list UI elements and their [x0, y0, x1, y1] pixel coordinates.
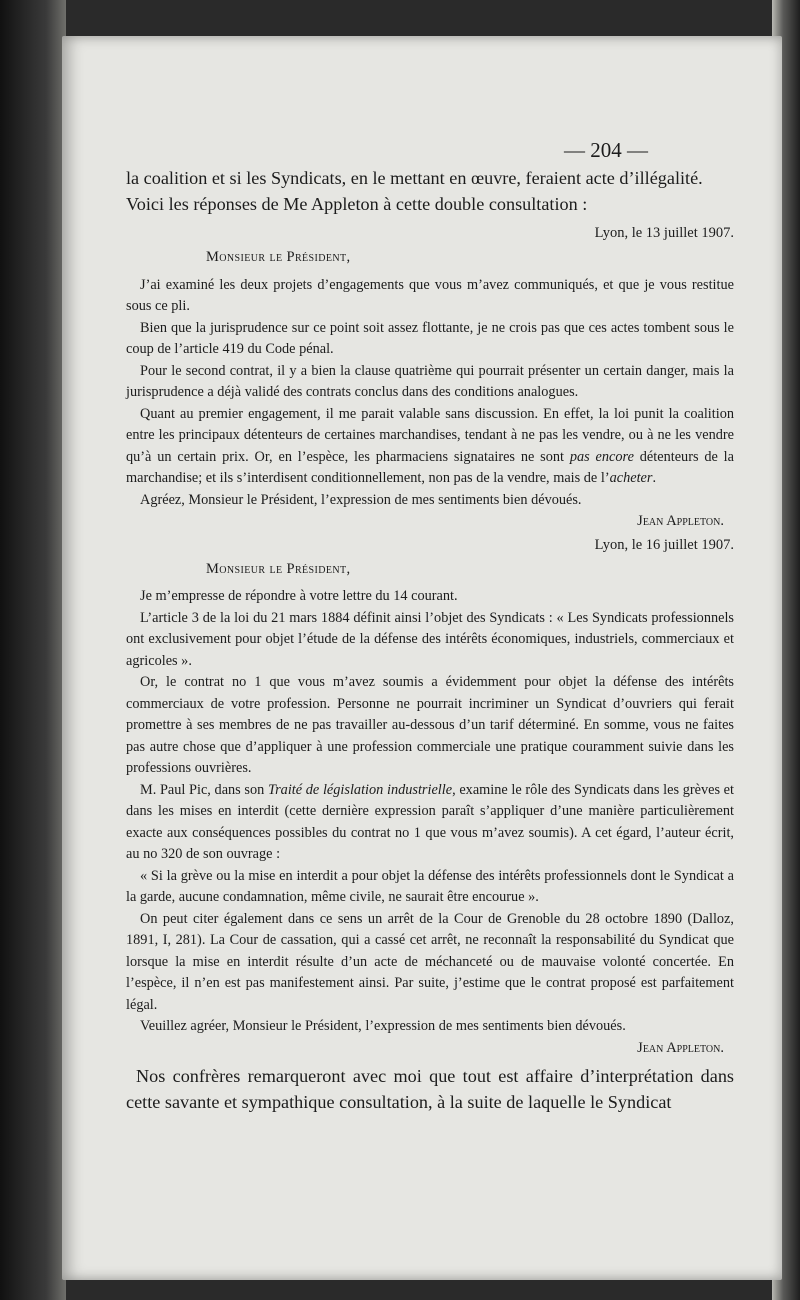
letter-2	[126, 535, 734, 1060]
letter-1-paragraph: Pour le second contrat, il y a bien la clause quatrième qui pourrait présenter un certain danger, mais la jurisprudence a déjà validé des contrats conclus dans des conditions analogues.	[126, 362, 734, 400]
outro-text	[126, 1063, 734, 1115]
italic-run: pas encore	[569, 448, 634, 465]
letter-2-paragraph: Or, le contrat no 1 que vous m’avez soumis a évidemment pour objet la défense des intérêts commerciaux de votre profession. Personne ne pourrait incriminer un Syndicat d’ouvriers qui ferait promettre à ses membres de ne pas travailler au-dessous d’un tarif déterminé. En somme, vous ne faites pas autre chose que d’appliquer à une profession commerciale une pratique couramment suivie dans les professions ouvrières.	[126, 674, 734, 776]
text-run: Quant au premier engagement, il me parait valable sans discussion. En effet, la loi punit la coalition entre les principaux détenteurs de certaines marchandises, tendant à ne pas les vendre, ou à ne les vendre qu’à un certain prix. Or, en l’espèce, les pharmaciens signataires ne sont	[126, 405, 734, 465]
letter-1	[126, 223, 734, 533]
letter-2-signature: Jean Appleton.	[637, 1039, 724, 1056]
letter-2-paragraph: L’article 3 de la loi du 21 mars 1884 définit ainsi l’objet des Syndicats : « Les Syndicats professionnels ont exclusivement pour objet l’étude de la défense des intérêts économiques, industriels, commerciaux et agricoles ».	[126, 609, 734, 669]
letter-1-dateline: Lyon, le 13 juillet 1907.	[594, 225, 734, 241]
page-content	[126, 138, 734, 1115]
text-run: détenteurs de la marchandise; et ils s’interdisent conditionnellement, non pas de la vendre, mais de l’	[126, 448, 735, 486]
intro-text	[126, 165, 734, 217]
letter-2-paragraph	[126, 780, 734, 866]
letter-1-signature: Jean Appleton.	[637, 513, 724, 529]
letter-1-paragraph: Agréez, Monsieur le Président, l’expression de mes sentiments bien dévoués.	[140, 491, 582, 508]
letter-1-salutation: Monsieur le Président,	[206, 249, 351, 265]
page-number: — 204 —	[564, 138, 648, 162]
outro-paragraph: Nos confrères remarqueront avec moi que tout est affaire d’interprétation dans cette savante et sympathique consultation, à la suite de laquelle le Syndicat	[126, 1066, 734, 1112]
letter-2-paragraph: Je m’empresse de répondre à votre lettre du 14 courant.	[140, 588, 458, 604]
italic-run: acheter	[609, 470, 653, 486]
text-run: M. Paul Pic, dans son	[140, 781, 265, 798]
text-run: , examine le rôle des Syndicats dans les grèves et dans les mises en interdit (cette dernière expression paraît s’appliquer d’une manière particulièrement exacte aux conséquences possibles du contrat no 1 que vous m’avez soumis). A cet égard, l’auteur écrit, au no 320 de son ouvrage :	[126, 781, 734, 862]
text-run: .	[652, 470, 657, 486]
letter-2-salutation: Monsieur le Président,	[206, 560, 351, 577]
letter-1-paragraph: Bien que la jurisprudence sur ce point soit assez flottante, je ne crois pas que ces actes tombent sous le coup de l’article 419 du Code pénal.	[126, 319, 734, 357]
letter-2-paragraph: On peut citer également dans ce sens un arrêt de la Cour de Grenoble du 28 octobre 1890 (Dalloz, 1891, I, 281). La Cour de cassation, qui a cassé cet arrêt, ne reconnaît la responsabilité du Syndicat que lorsque la mise en interdit résulte d’un acte de méchanceté ou de mauvaise volonté concertée. En l’espèce, il n’en est pas manifestement ainsi. Par suite, j’estime que le contrat proposé est parfaitement légal.	[126, 910, 734, 1013]
letter-2-dateline: Lyon, le 16 juillet 1907.	[594, 536, 734, 553]
letter-1-paragraph: J’ai examiné les deux projets d’engagements que vous m’avez communiqués, et que je vous restitue sous ce pli.	[126, 276, 734, 314]
letter-2-paragraph: Veuillez agréer, Monsieur le Président, l’expression de mes sentiments bien dévoués.	[140, 1018, 626, 1034]
scan-edge-left	[0, 0, 66, 1300]
letter-2-quotation: « Si la grève ou la mise en interdit a pour objet la défense des intérêts professionnels dont le Syndicat a la garde, aucune condamnation, même civile, ne saurait être encourue ».	[126, 867, 734, 905]
italic-run: Traité de législation industrielle	[267, 781, 453, 798]
intro-line: Voici les réponses de Me Appleton à cette double consultation :	[126, 194, 588, 214]
intro-line: la coalition et si les Syndicats, en le mettant en œuvre, feraient acte d’illégalité.	[126, 168, 703, 188]
letter-1-paragraph	[126, 404, 734, 490]
